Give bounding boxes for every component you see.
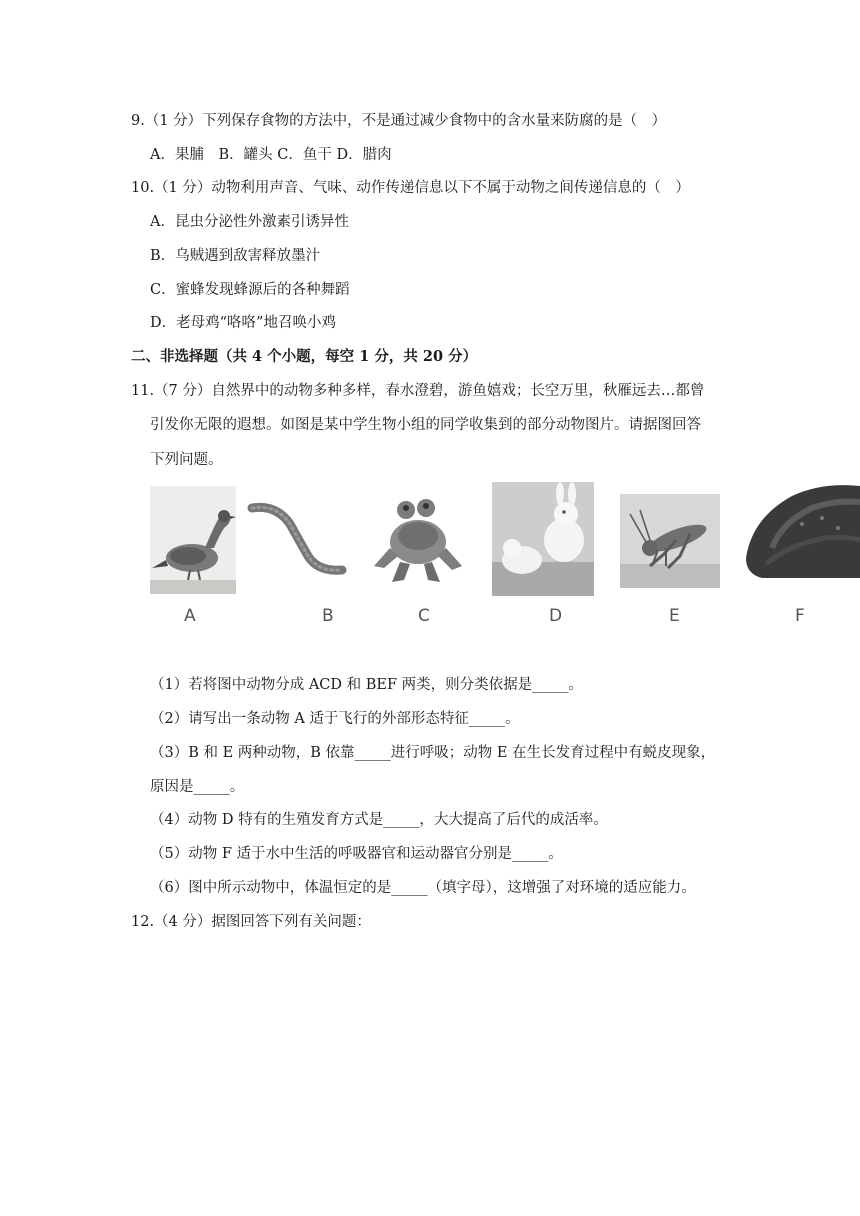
question-10-option-a: A．昆虫分泌性外激素引诱异性 (150, 214, 349, 230)
question-9-options: A．果脯 B．罐头 C．鱼干 D．腊肉 (150, 147, 392, 163)
question-10-option-d: D．老母鸡“咯咯”地召唤小鸡 (150, 315, 336, 331)
question-10-option-c: C．蜜蜂发现蜂源后的各种舞蹈 (150, 282, 350, 298)
question-11-sub-3: （3）B 和 E 两种动物，B 依靠_____进行呼吸；动物 E 在生长发育过程中有蜕皮现象， (150, 745, 716, 761)
question-11-sub-3-continued: 原因是_____。 (150, 779, 245, 795)
earthworm-image (246, 500, 348, 580)
image-label-f: F (795, 606, 805, 626)
frog-image (370, 486, 466, 586)
image-label-c: C (418, 606, 430, 626)
image-label-a: A (184, 606, 196, 626)
fish-image (742, 478, 860, 578)
image-label-e: E (669, 606, 680, 626)
image-label-b: B (322, 606, 334, 626)
question-11-sub-2: （2）请写出一条动物 A 适于飞行的外部形态特征_____。 (150, 711, 520, 727)
question-10-option-b: B．乌贼遇到敌害释放墨汁 (150, 248, 321, 264)
section-2-heading: 二、非选择题（共 4 个小题，每空 1 分，共 20 分） (131, 348, 478, 365)
question-10-stem: 10.（1 分）动物利用声音、气味、动作传递信息以下不属于动物之间传递信息的（ ） (131, 180, 690, 196)
question-11-sub-1: （1）若将图中动物分成 ACD 和 BEF 两类，则分类依据是_____。 (150, 677, 583, 693)
question-11-sub-4: （4）动物 D 特有的生殖发育方式是_____，大大提高了后代的成活率。 (150, 812, 608, 828)
question-9-stem: 9.（1 分）下列保存食物的方法中，不是通过减少食物中的含水量来防腐的是（ ） (131, 113, 667, 129)
rabbit-image (492, 482, 594, 596)
question-11-stem-line-3: 下列问题。 (150, 452, 223, 468)
question-11-sub-6: （6）图中所示动物中，体温恒定的是_____（填字母），这增强了对环境的适应能力。 (150, 880, 696, 896)
question-11-stem-line-1: 11.（7 分）自然界中的动物多种多样，春水澄碧，游鱼嬉戏；长空万里，秋雁远去…都曾 (131, 383, 705, 399)
grasshopper-image (620, 494, 720, 588)
animal-figure (148, 478, 860, 628)
question-12-stem: 12.（4 分）据图回答下列有关问题： (131, 914, 371, 930)
question-11-sub-5: （5）动物 F 适于水中生活的呼吸器官和运动器官分别是_____。 (150, 846, 563, 862)
question-11-stem-line-2: 引发你无限的遐想。如图是某中学生物小组的同学收集到的部分动物图片。请据图回答 (150, 417, 701, 433)
image-label-d: D (549, 606, 563, 626)
pigeon-image (150, 486, 236, 594)
